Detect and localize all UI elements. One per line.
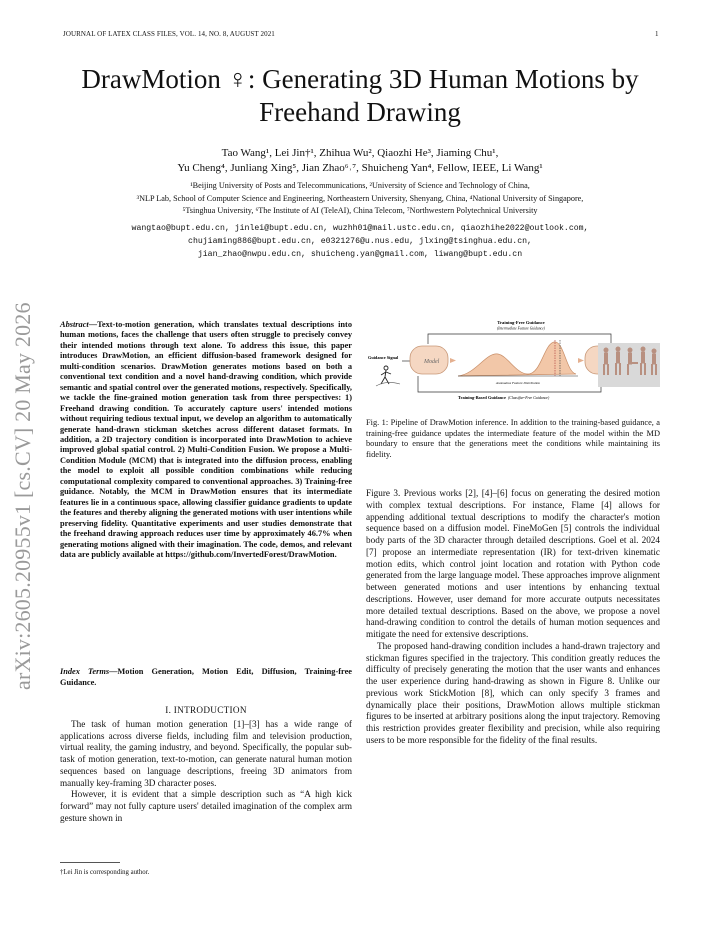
footnote: †Lei Jin is corresponding author. bbox=[60, 869, 150, 876]
right-paragraph-1: Figure 3. Previous works [2], [4]–[6] focus on generating the desired motion with complex textual descriptions. For instance, Flame [4] allows for appending additional textual descriptions to modify the character's motion sequence based on a diffusion model. FineMoGen [5] controls the individual body parts of the 3D character through detailed descriptions. Goel et al. 2024 [7] propose an intermediate representation (IR) for text-driven kinematic motion edits, which control joint location and rotation with Python code generated from the large language model. These approaches improve alignment between generated motions and user intentions by enhancing textual descriptions. However, user demand for more accurate outputs necessitates more detailed textual descriptions. Based on the above, we propose a novel hand-drawing condition to control the details of human motion sequences and mitigate the need for extensive descriptions. bbox=[366, 488, 660, 639]
abstract-text: Text-to-motion generation, which translates textual descriptions into human motions, faces the challenge that users often struggle to precisely convey their intended motions through text alone. To address this issue, this paper introduces DrawMotion, an efficient diffusion-based framework designed for multi-condition scenarios. DrawMotion generates motions based on both a conventional text condition and a novel hand-drawing condition, which provide semantic and spatial control over the generated motions, respectively. Specifically, we tackle the fine-grained motion generation task from three perspectives: 1) Freehand drawing condition. To accurately capture users' intended motions without requiring tedious textual input, we develop an algorithm to automatically generate hand-drawn stickman sketches across different dataset formats. In addition, a 2D trajectory condition is incorporated into DrawMotion to achieve improved global spatial control. 2) Multi-Condition Fusion. We propose a Multi-Condition Module (MCM) that is integrated into the diffusion process, enabling the model to exploit all possible condition combinations while reducing computational complexity compared to conventional approaches. 3) Training-free guidance. Notably, the MCM in DrawMotion ensures that its intermediate features lie in a continuous space, allowing classifier guidance gradients to update the features and thereby aligning the generated motions with user intentions while preserving fidelity. Quantitative experiments and user studies demonstrate that the freehand drawing approach reduces user time by approximately 46.7% when generating motions aligned with their imagination. The code, demos, and relevant data are publicly available at https://github.com/InvertedForest/DrawMotion. bbox=[60, 320, 352, 559]
email-list bbox=[40, 222, 680, 261]
emails-line-1: wangtao@bupt.edu.cn, jinlei@bupt.edu.cn, wuzhh01@mail.ustc.edu.cn, qiaozhihe2022@outlook.com, bbox=[131, 224, 589, 233]
model-label-left: Model bbox=[424, 359, 440, 365]
training-based-sublabel: (Classifier-Free Guidance) bbox=[508, 396, 550, 400]
authors-line-2: Yu Cheng⁴, Junliang Xing⁵, Jian Zhao⁶˒⁷, Shuicheng Yan⁴, Fellow, IEEE, Li Wang¹ bbox=[177, 162, 543, 174]
page-number: 1 bbox=[655, 30, 659, 38]
emails-line-3: jian_zhao@nwpu.edu.cn, shuicheng.yan@gmail.com, liwang@bupt.edu.cn bbox=[197, 250, 523, 259]
running-header: JOURNAL OF LATEX CLASS FILES, VOL. 14, NO. 8, AUGUST 2021 bbox=[63, 30, 275, 38]
flow-arrow-right bbox=[578, 358, 584, 363]
right-column-body bbox=[366, 488, 660, 747]
intro-paragraph-1: The task of human motion generation [1]–[3] has a wide range of applications across diverse fields, including film and television production, virtual reality, the gaming industry, and beyond. Specifically, the popular sub-task of motion generation, text-to-motion, can generate natural human motion sequences based on language descriptions, freeing 3D animators from manually key-framing 3D character poses. bbox=[60, 719, 352, 788]
intro-paragraph-2: However, it is evident that a simple description such as “A high kick forward” may not fully capture users' detailed imagination of the complex arm gesture shown in bbox=[60, 789, 352, 823]
feature-distribution-curve bbox=[458, 342, 576, 376]
affiliation-line-1: ¹Beijing University of Posts and Telecommunications, ²University of Science and Technology of China, bbox=[190, 181, 530, 190]
training-free-label: Training-Free Guidance bbox=[497, 320, 545, 325]
index-terms-text: —Motion Generation, Motion Edit, Diffusion, Training-free Guidance. bbox=[60, 667, 352, 687]
affiliation-line-3: ⁵Tsinghua University, ⁶The Institute of AI (TeleAI), China Telecom, ⁷Northwestern Polytechnical University bbox=[182, 206, 538, 215]
index-terms bbox=[60, 667, 352, 688]
emails-line-2: chujiaming886@bupt.edu.cn, e0321276@u.nus.edu, jlxing@tsinghua.edu.cn, bbox=[188, 237, 532, 246]
pipeline-diagram bbox=[366, 314, 660, 414]
affiliations bbox=[50, 180, 670, 218]
section-heading-introduction: I. INTRODUCTION bbox=[165, 705, 247, 715]
training-based-label: Training-Based Guidance bbox=[457, 395, 506, 400]
author-list bbox=[60, 146, 660, 176]
abstract-label: Abstract— bbox=[60, 320, 98, 329]
figure-caption: Fig. 1: Pipeline of DrawMotion inference. In addition to the training-based guidance, a training-free guidance updates the intermediate feature of the model within the MD boundary to ensure that the generations meet the conditions while maintaining its fidelity. bbox=[366, 418, 660, 459]
footnote-rule bbox=[60, 862, 120, 863]
index-terms-label: Index Terms bbox=[60, 667, 110, 676]
affiliation-line-2: ³NLP Lab, School of Computer Science and Engineering, Northeastern University, Shenyang, China, ⁴National University of Singapore, bbox=[136, 193, 584, 203]
guidance-signal-label: Guidance Signal bbox=[368, 355, 399, 360]
paper-title: DrawMotion ♀: Generating 3D Human Motions by Freehand Drawing bbox=[81, 64, 639, 127]
arxiv-stamp: arXiv:2605.20955v1 [cs.CV] 20 May 2026 bbox=[10, 302, 35, 690]
authors-line-1: Tao Wang¹, Lei Jin†¹, Zhihua Wu², Qiaozhi He³, Jiaming Chu¹, bbox=[221, 147, 499, 159]
anomalous-distribution-label: Anomalous Feature Distribution bbox=[495, 381, 541, 385]
right-paragraph-2: The proposed hand-drawing condition includes a hand-drawn trajectory and stickman figures specified in the trajectory. This condition greatly reduces the difficulty of precisely generating the motion that the user wants and enhances the user experience during hand-drawing as shown in Figure 8. Unlike our previous work StickMotion [8], which can only specify 3 frames and dynamically place their positions, DrawMotion allows multiple stickman figures to be inserted at arbitrary positions along the input trajectory. Removing this restriction provides greater flexibility and precision, while also requiring users to be more responsible for the fidelity of the final results. bbox=[366, 640, 660, 745]
pipeline-figure bbox=[366, 314, 660, 414]
introduction-body bbox=[60, 719, 352, 824]
stickman-icon bbox=[376, 366, 400, 386]
abstract bbox=[60, 320, 352, 560]
training-free-sublabel: (Intermediate Feature Guidance) bbox=[497, 326, 545, 331]
top-guidance-arrow bbox=[428, 334, 611, 344]
flow-arrow-left bbox=[450, 358, 456, 363]
